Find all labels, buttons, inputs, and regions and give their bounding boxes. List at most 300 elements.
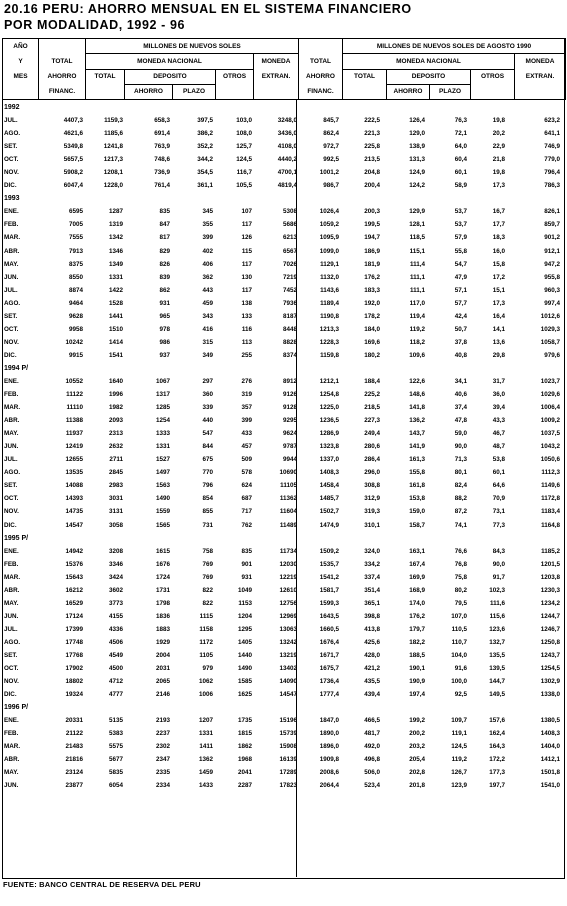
table-row <box>3 623 563 636</box>
value-cell: 159,0 <box>409 508 425 516</box>
value-cell: 1241,8 <box>103 143 123 151</box>
value-cell: 3424 <box>108 573 123 581</box>
month-cell: JUL. <box>4 625 18 633</box>
value-cell: 13535 <box>65 469 83 477</box>
value-cell: 110,5 <box>451 625 467 633</box>
value-cell: 153,8 <box>409 495 425 503</box>
value-cell: 177,3 <box>489 769 505 777</box>
value-cell: 862,4 <box>323 130 339 138</box>
value-cell: 138 <box>241 299 252 307</box>
value-cell: 758 <box>202 547 213 555</box>
value-cell: 1527 <box>155 456 170 464</box>
value-cell: 1346 <box>108 247 123 255</box>
header-extran-left: EXTRAN. <box>254 69 299 84</box>
value-cell: 48,7 <box>492 443 505 451</box>
value-cell: 761,4 <box>154 182 170 190</box>
value-cell: 111,1 <box>409 273 425 281</box>
month-cell: NOV. <box>4 678 19 686</box>
value-cell: 57,7 <box>454 299 467 307</box>
month-cell: ABR. <box>4 756 20 764</box>
value-cell: 57,9 <box>454 234 467 242</box>
value-cell: 2064,4 <box>319 782 339 790</box>
value-cell: 5908,2 <box>63 169 83 177</box>
value-cell: 509 <box>241 456 252 464</box>
value-cell: 9787 <box>282 443 297 451</box>
source-note: FUENTE: BANCO CENTRAL DE RESERVA DEL PERU <box>3 880 201 889</box>
value-cell: 7219 <box>282 273 297 281</box>
table-row <box>3 414 563 427</box>
value-cell: 1001,2 <box>319 169 339 177</box>
value-cell: 17,2 <box>492 273 505 281</box>
value-cell: 21483 <box>65 743 83 751</box>
header-otros-right: OTROS <box>471 69 515 84</box>
value-cell: 5308 <box>282 208 297 216</box>
value-cell: 14090 <box>279 678 297 686</box>
value-cell: 337,4 <box>364 573 380 581</box>
value-cell: 361,1 <box>197 182 213 190</box>
table-row <box>3 558 563 571</box>
value-cell: 213,5 <box>364 156 380 164</box>
value-cell: 128,1 <box>409 221 425 229</box>
header-right-group: MILLONES DE NUEVOS SOLES DE AGOSTO 1990 <box>343 39 566 54</box>
month-cell: ABR. <box>4 247 20 255</box>
value-cell: 345 <box>202 208 213 216</box>
value-cell: 4621,6 <box>63 130 83 138</box>
value-cell: 109,6 <box>409 351 425 359</box>
value-cell: 11110 <box>66 404 83 412</box>
header-ahorro-left: AHORRO <box>125 84 173 99</box>
value-cell: 124,9 <box>409 169 425 177</box>
value-cell: 13242 <box>279 638 297 646</box>
month-cell: OCT. <box>4 665 19 673</box>
value-cell: 5575 <box>108 743 123 751</box>
value-cell: 12610 <box>279 586 297 594</box>
value-cell: 82,4 <box>454 482 467 490</box>
month-cell: AGO. <box>4 638 21 646</box>
value-cell: 847 <box>159 221 170 229</box>
value-cell: 124,5 <box>236 156 252 164</box>
value-cell: 1342 <box>108 234 123 242</box>
value-cell: 6054 <box>108 782 123 790</box>
value-cell: 8828 <box>282 338 297 346</box>
value-cell: 912,1 <box>544 247 560 255</box>
header-blank-6 <box>471 84 515 99</box>
value-cell: 2845 <box>108 469 123 477</box>
value-cell: 2632 <box>108 443 123 451</box>
month-cell: AGO. <box>4 299 21 307</box>
value-cell: 1099,0 <box>319 247 339 255</box>
value-cell: 1213,3 <box>319 325 339 333</box>
value-cell: 931 <box>241 573 252 581</box>
value-cell: 9915 <box>68 351 83 359</box>
year-header: 1995 P/ <box>4 534 29 542</box>
value-cell: 17399 <box>65 625 83 633</box>
value-cell: 506,0 <box>364 769 380 777</box>
value-cell: 1285 <box>155 404 170 412</box>
value-cell: 413,8 <box>364 625 380 633</box>
value-cell: 161,3 <box>409 456 425 464</box>
value-cell: 76,6 <box>454 547 467 555</box>
value-cell: 1798 <box>155 599 170 607</box>
value-cell: 205,4 <box>409 756 425 764</box>
value-cell: 947,2 <box>544 260 560 268</box>
table-row <box>3 714 563 727</box>
value-cell: 3773 <box>108 599 123 607</box>
value-cell: 1143,6 <box>320 286 339 294</box>
value-cell: 1968 <box>237 756 252 764</box>
value-cell: 9624 <box>282 430 297 438</box>
header-blank-3 <box>216 84 254 99</box>
value-cell: 1029,3 <box>540 325 560 333</box>
value-cell: 118,5 <box>409 234 425 242</box>
value-cell: 12655 <box>65 456 83 464</box>
month-cell: OCT. <box>4 156 19 164</box>
value-cell: 124,5 <box>451 743 467 751</box>
value-cell: 23877 <box>65 782 83 790</box>
value-cell: 3602 <box>108 586 123 594</box>
value-cell: 133 <box>241 312 252 320</box>
value-cell: 87,2 <box>454 508 467 516</box>
value-cell: 9464 <box>68 299 83 307</box>
value-cell: 8375 <box>68 260 83 268</box>
value-cell: 1254,8 <box>319 391 339 399</box>
value-cell: 143,7 <box>409 430 425 438</box>
value-cell: 3346 <box>108 560 123 568</box>
value-cell: 15643 <box>65 573 83 581</box>
value-cell: 117,0 <box>409 299 425 307</box>
value-cell: 862 <box>159 286 170 294</box>
value-cell: 1190,8 <box>320 312 339 320</box>
value-cell: 443 <box>202 286 213 294</box>
value-cell: 15196 <box>279 717 297 725</box>
value-cell: 158,7 <box>409 521 425 529</box>
value-cell: 5349,8 <box>63 143 83 151</box>
value-cell: 109,7 <box>451 717 467 725</box>
value-cell: 355 <box>202 221 213 229</box>
value-cell: 1049 <box>237 586 252 594</box>
value-cell: 190,1 <box>409 665 425 673</box>
value-cell: 130 <box>241 273 252 281</box>
value-cell: 523,4 <box>364 782 380 790</box>
header-spacer-right <box>299 39 343 54</box>
value-cell: 2065 <box>155 678 170 686</box>
table-row <box>3 166 563 179</box>
value-cell: 779,0 <box>544 156 560 164</box>
value-cell: 19,8 <box>492 169 505 177</box>
value-cell: 1067 <box>155 377 170 385</box>
value-cell: 116,7 <box>236 169 252 177</box>
month-cell: FEB. <box>4 391 19 399</box>
value-cell: 60,1 <box>492 469 505 477</box>
table-row <box>3 545 563 558</box>
value-cell: 748,6 <box>154 156 170 164</box>
value-cell: 11734 <box>279 547 297 555</box>
value-cell: 39,4 <box>492 404 505 412</box>
value-cell: 1029,6 <box>540 391 560 399</box>
value-cell: 221,3 <box>364 130 380 138</box>
table-row <box>3 284 563 297</box>
value-cell: 7936 <box>282 299 297 307</box>
month-cell: JUL. <box>4 286 18 294</box>
month-cell: MAR. <box>4 573 21 581</box>
month-cell: MAR. <box>4 234 21 242</box>
table-row <box>3 114 563 127</box>
value-cell: 402 <box>202 247 213 255</box>
month-cell: AGO. <box>4 469 21 477</box>
value-cell: 16212 <box>65 586 83 594</box>
value-cell: 9628 <box>68 312 83 320</box>
year-header: 1993 <box>4 195 20 203</box>
value-cell: 1405 <box>237 638 252 646</box>
table-row <box>3 271 563 284</box>
value-cell: 181,9 <box>364 260 380 268</box>
header-blank-1 <box>3 84 39 99</box>
value-cell: 46,7 <box>492 430 505 438</box>
value-cell: 14,1 <box>492 325 505 333</box>
value-cell: 9128 <box>282 404 297 412</box>
value-cell: 15,8 <box>492 260 505 268</box>
value-cell: 11105 <box>280 482 297 490</box>
value-cell: 1323,8 <box>319 443 339 451</box>
value-cell: 5135 <box>108 717 123 725</box>
header-deposito-left: DEPOSITO <box>125 69 216 84</box>
value-cell: 1815 <box>237 730 252 738</box>
value-cell: 433 <box>241 430 252 438</box>
value-cell: 141,9 <box>409 443 425 451</box>
table-row <box>3 453 563 466</box>
value-cell: 1433 <box>198 782 213 790</box>
table-row <box>3 688 563 701</box>
value-cell: 91,7 <box>492 573 505 581</box>
value-cell: 1510 <box>108 325 123 333</box>
value-cell: 1349 <box>108 260 123 268</box>
table-row <box>3 140 563 153</box>
value-cell: 1185,6 <box>104 130 123 138</box>
header-ahorro-right: AHORRO <box>387 84 430 99</box>
value-cell: 854 <box>202 495 213 503</box>
value-cell: 72,1 <box>454 130 467 138</box>
value-cell: 90,0 <box>454 443 467 451</box>
value-cell: 1243,7 <box>540 651 560 659</box>
value-cell: 1208,1 <box>103 169 123 177</box>
value-cell: 992,5 <box>323 156 339 164</box>
value-cell: 17289 <box>279 769 297 777</box>
month-cell: FEB. <box>4 560 19 568</box>
value-cell: 200,2 <box>409 730 425 738</box>
value-cell: 1338,0 <box>540 691 560 699</box>
value-cell: 186,9 <box>364 247 380 255</box>
value-cell: 148,6 <box>409 391 425 399</box>
value-cell: 1982 <box>108 404 123 412</box>
table-row <box>3 179 563 192</box>
value-cell: 658,3 <box>154 117 170 125</box>
value-cell: 2146 <box>155 691 170 699</box>
value-cell: 84,3 <box>492 547 505 555</box>
value-cell: 1565 <box>155 521 170 529</box>
value-cell: 2334 <box>155 782 170 790</box>
value-cell: 687 <box>241 495 252 503</box>
value-cell: 20,2 <box>492 130 505 138</box>
value-cell: 22,9 <box>492 143 505 151</box>
value-cell: 1132,0 <box>320 273 339 281</box>
value-cell: 1037,5 <box>540 430 560 438</box>
value-cell: 1331 <box>155 443 170 451</box>
value-cell: 80,2 <box>454 586 467 594</box>
value-cell: 4700,1 <box>277 169 297 177</box>
value-cell: 60,4 <box>454 156 467 164</box>
value-cell: 1217,3 <box>103 156 123 164</box>
value-cell: 1185,2 <box>541 547 560 555</box>
value-cell: 14942 <box>65 547 83 555</box>
value-cell: 1380,5 <box>540 717 560 725</box>
table-row <box>3 636 563 649</box>
value-cell: 11362 <box>279 495 297 503</box>
month-cell: SET. <box>4 143 18 151</box>
header-moneda-right: MONEDA <box>515 54 566 69</box>
value-cell: 1204 <box>237 612 252 620</box>
table-row <box>3 779 563 792</box>
value-cell: 1172,8 <box>541 495 560 503</box>
month-cell: ABR. <box>4 586 20 594</box>
value-cell: 21122 <box>65 730 83 738</box>
value-cell: 188,5 <box>409 651 425 659</box>
value-cell: 297 <box>202 377 213 385</box>
value-cell: 624 <box>241 482 252 490</box>
table-row <box>3 153 563 166</box>
value-cell: 997,4 <box>544 299 560 307</box>
value-cell: 1541,2 <box>319 573 339 581</box>
value-cell: 59,0 <box>454 430 467 438</box>
value-cell: 1724 <box>155 573 170 581</box>
value-cell: 1412,1 <box>540 756 560 764</box>
value-cell: 421,2 <box>364 665 380 673</box>
value-cell: 354,5 <box>197 169 213 177</box>
value-cell: 310,1 <box>364 521 380 529</box>
header-blank-7 <box>515 84 566 99</box>
value-cell: 53,8 <box>492 456 505 464</box>
value-cell: 115,6 <box>489 612 505 620</box>
table-row <box>3 388 563 401</box>
month-cell: MAR. <box>4 743 21 751</box>
month-cell: JUN. <box>4 612 19 620</box>
month-cell: JUN. <box>4 443 19 451</box>
value-cell: 117 <box>241 260 252 268</box>
value-cell: 280,6 <box>364 443 380 451</box>
value-cell: 14393 <box>65 495 83 503</box>
value-cell: 9944 <box>282 456 297 464</box>
value-cell: 822 <box>202 599 213 607</box>
value-cell: 1153 <box>238 599 252 607</box>
value-cell: 104,0 <box>451 651 467 659</box>
value-cell: 18802 <box>65 678 83 686</box>
value-cell: 8374 <box>282 351 297 359</box>
value-cell: 200,4 <box>364 182 380 190</box>
value-cell: 1643,5 <box>319 612 339 620</box>
month-cell: MAY. <box>4 599 19 607</box>
month-cell: NOV. <box>4 508 19 516</box>
value-cell: 126 <box>241 234 252 242</box>
value-cell: 1159,3 <box>104 117 123 125</box>
value-cell: 1847,0 <box>319 717 339 725</box>
value-cell: 9126 <box>282 391 297 399</box>
value-cell: 4819,4 <box>277 182 297 190</box>
value-cell: 428,0 <box>364 651 380 659</box>
month-cell: ENE. <box>4 547 19 555</box>
value-cell: 319 <box>241 391 252 399</box>
value-cell: 192,0 <box>364 299 380 307</box>
table-row <box>3 571 563 584</box>
value-cell: 17823 <box>279 782 297 790</box>
value-cell: 2287 <box>237 782 252 790</box>
table-row <box>3 584 563 597</box>
table-row <box>3 218 563 231</box>
value-cell: 1509,2 <box>319 547 339 555</box>
value-cell: 225,2 <box>364 391 380 399</box>
value-cell: 312,9 <box>364 495 380 503</box>
month-cell: MAR. <box>4 404 21 412</box>
value-cell: 12219 <box>279 573 297 581</box>
value-cell: 6213 <box>282 234 297 242</box>
value-cell: 308,8 <box>364 482 380 490</box>
value-cell: 7452 <box>282 286 297 294</box>
value-cell: 21816 <box>65 756 83 764</box>
value-cell: 74,1 <box>454 521 467 529</box>
value-cell: 1408,3 <box>319 469 339 477</box>
value-cell: 2335 <box>155 769 170 777</box>
table-row <box>3 297 563 310</box>
value-cell: 167,4 <box>409 560 425 568</box>
value-cell: 119,2 <box>409 325 425 333</box>
value-cell: 1929 <box>155 638 170 646</box>
value-cell: 3208 <box>108 547 123 555</box>
value-cell: 119,1 <box>451 730 467 738</box>
value-cell: 1043,2 <box>540 443 560 451</box>
value-cell: 1599,3 <box>319 599 339 607</box>
value-cell: 360 <box>202 391 213 399</box>
value-cell: 1502,7 <box>319 508 339 516</box>
value-cell: 1836 <box>155 612 170 620</box>
value-cell: 178,2 <box>364 312 380 320</box>
value-cell: 19,8 <box>492 117 505 125</box>
value-cell: 2711 <box>109 456 123 464</box>
value-cell: 1062 <box>198 678 213 686</box>
value-cell: 11122 <box>66 391 83 399</box>
value-cell: 1236,5 <box>319 417 339 425</box>
value-cell: 135,5 <box>489 651 505 659</box>
value-cell: 40,6 <box>454 391 467 399</box>
value-cell: 53,7 <box>454 221 467 229</box>
value-cell: 17124 <box>65 612 83 620</box>
value-cell: 1095,9 <box>319 234 339 242</box>
value-cell: 15739 <box>279 730 297 738</box>
value-cell: 71,3 <box>454 456 467 464</box>
value-cell: 1317 <box>155 391 170 399</box>
table-row <box>3 323 563 336</box>
value-cell: 73,1 <box>492 508 505 516</box>
value-cell: 5657,5 <box>63 156 83 164</box>
value-cell: 21,8 <box>492 156 505 164</box>
value-cell: 15376 <box>65 560 83 568</box>
value-cell: 835 <box>241 547 252 555</box>
value-cell: 1660,5 <box>319 625 339 633</box>
value-cell: 1006 <box>198 691 213 699</box>
value-cell: 11604 <box>279 508 297 516</box>
value-cell: 16529 <box>65 599 83 607</box>
value-cell: 839 <box>159 273 170 281</box>
value-cell: 1026,4 <box>319 208 339 216</box>
value-cell: 12030 <box>279 560 297 568</box>
value-cell: 8448 <box>282 325 297 333</box>
